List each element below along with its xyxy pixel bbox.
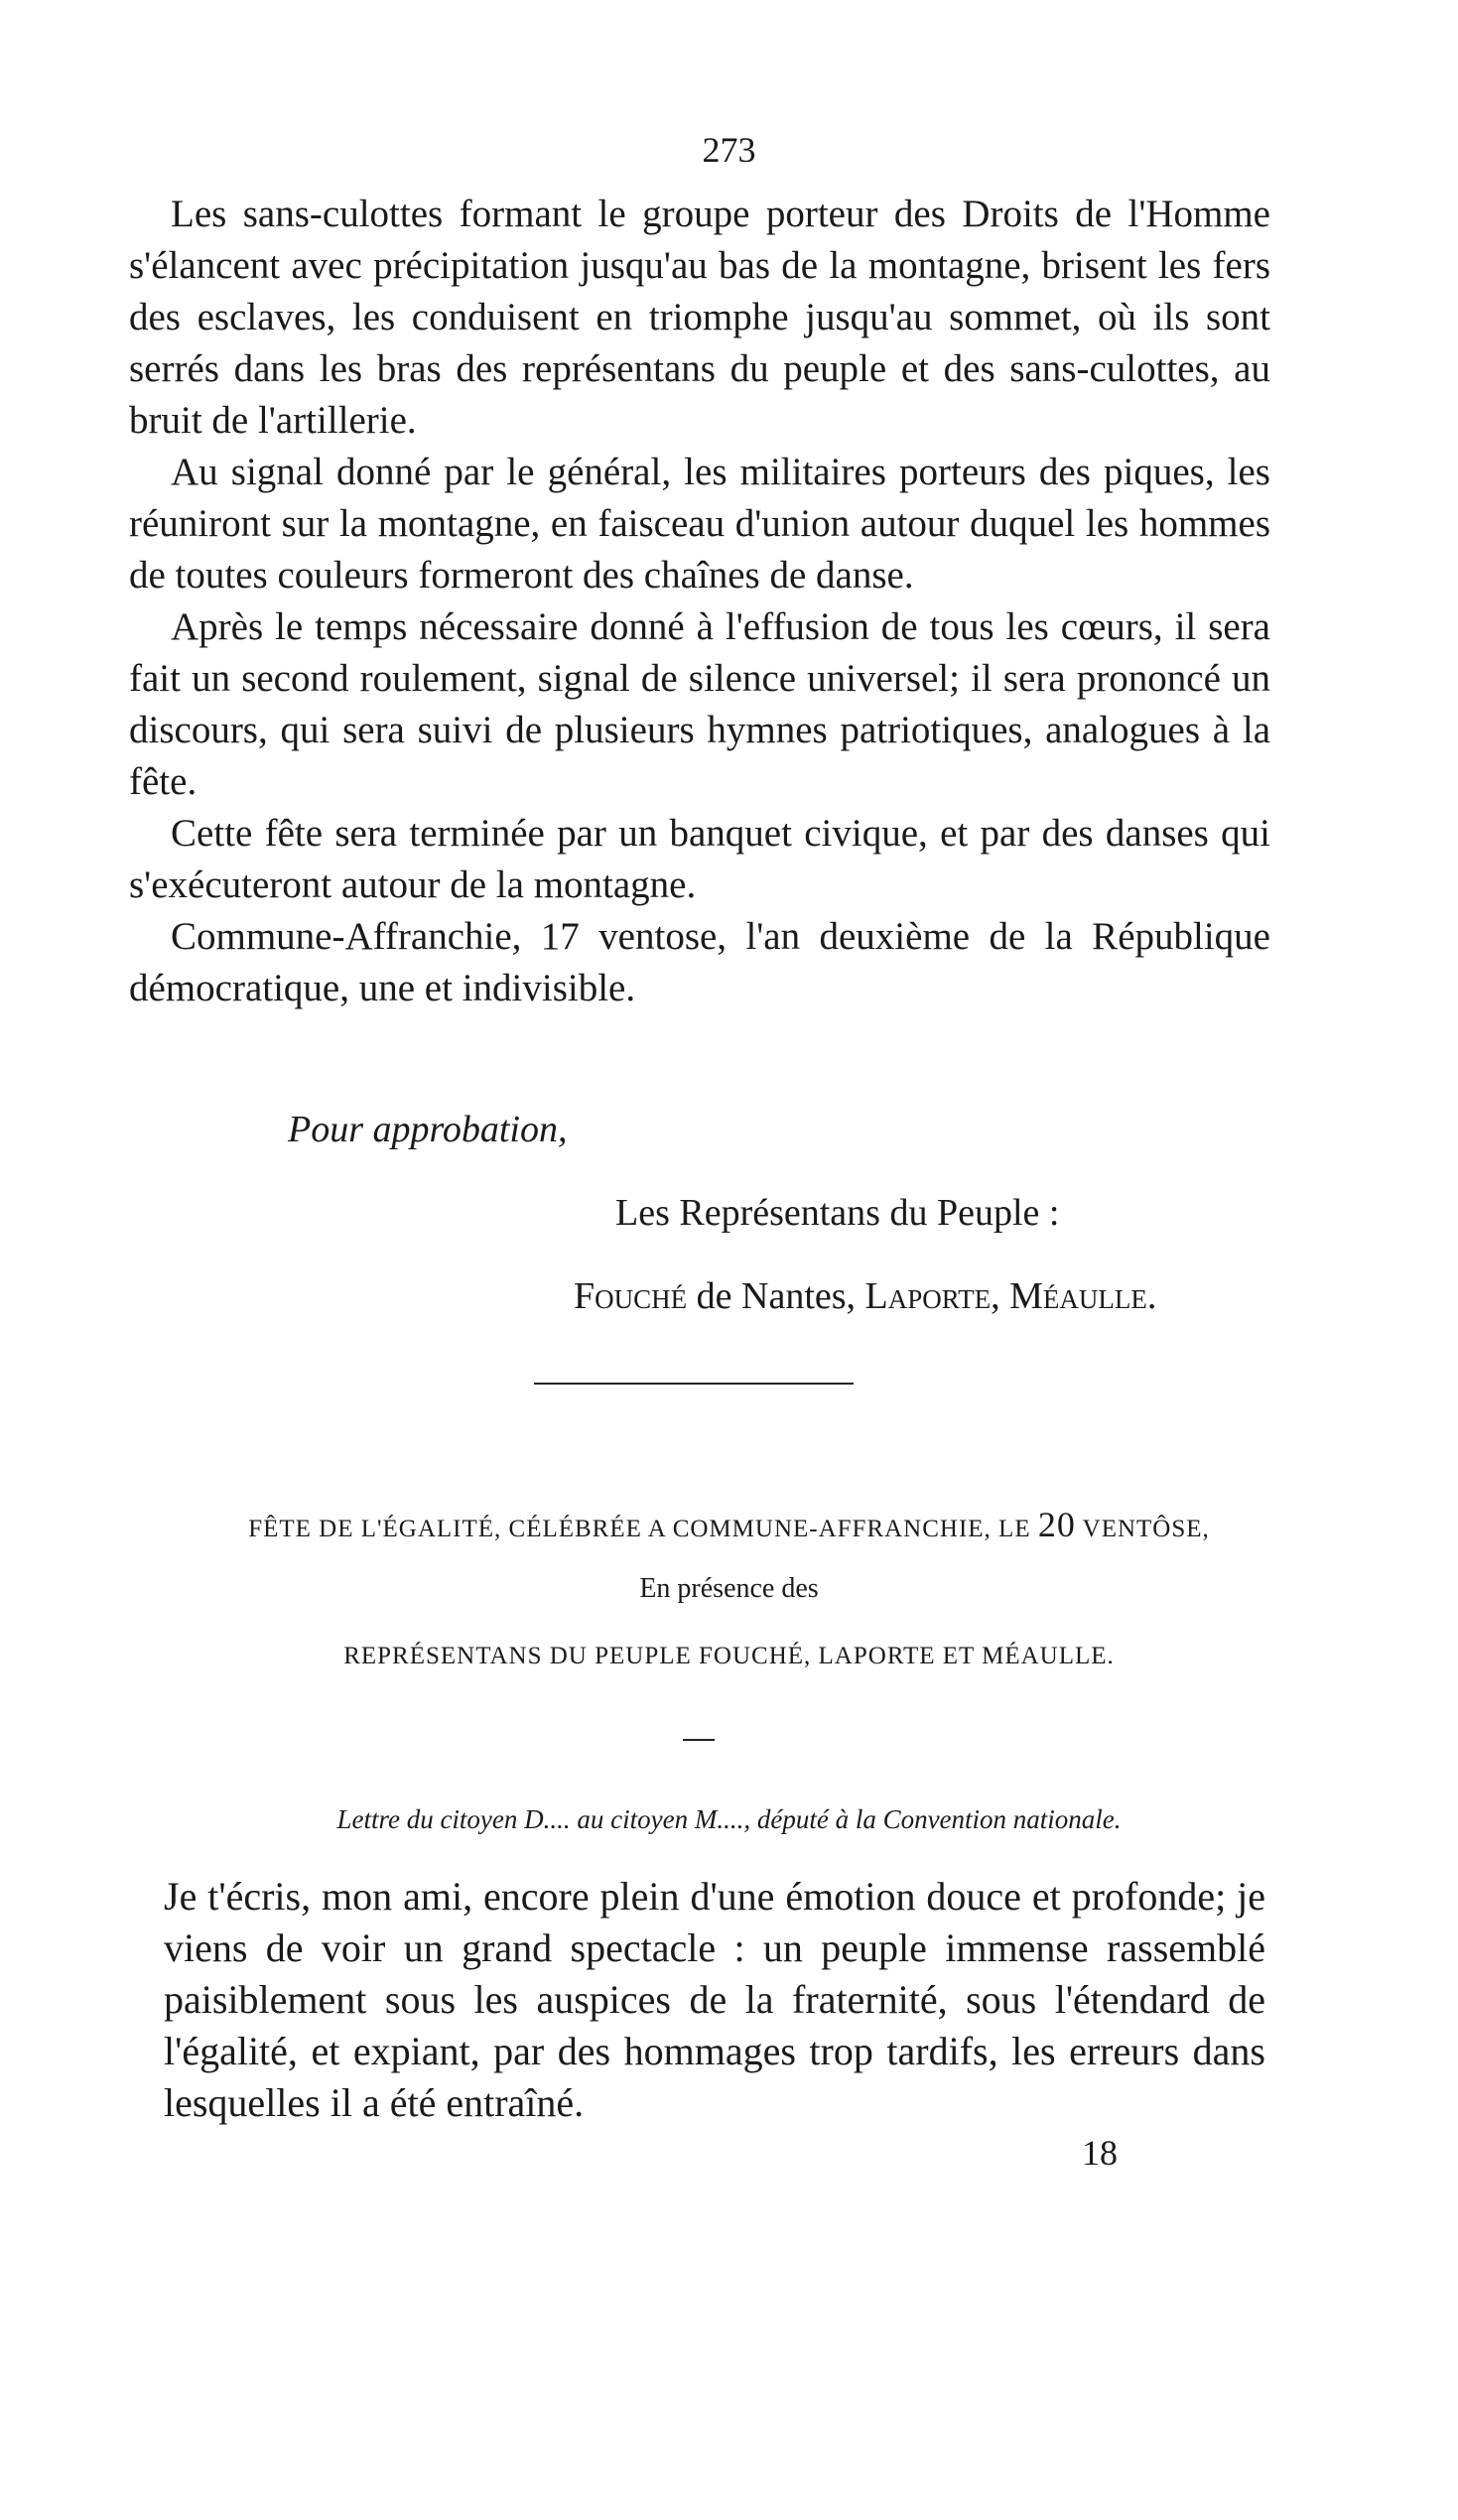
representants-label: Les Représentans du Peuple : (615, 1192, 1060, 1234)
section-title-text-end: VENTÔSE, (1075, 1516, 1210, 1542)
signature-mark: 18 (1082, 2133, 1118, 2173)
signatory-fouche: Fouché (574, 1275, 688, 1317)
section-subtitle: REPRÉSENTANS DU PEUPLE FOUCHÉ, LAPORTE ET MÉAULLE. (343, 1643, 1115, 1669)
signatories (574, 1274, 1156, 1318)
signatory-fouche-suffix: de Nantes, (687, 1275, 865, 1317)
section-divider (534, 1383, 854, 1385)
signatory-laporte: Laporte (864, 1275, 992, 1317)
paragraph: Les sans-culottes formant le groupe porteur des Droits de l'Homme s'élancent avec précipitation jusqu'au bas de la montagne, brisent les fers des esclaves, les conduisent en triomphe jusqu'au sommet, où ils sont serrés dans les bras des représentans du peuple et des sans-culottes, au bruit de l'artillerie. (129, 193, 1270, 442)
paragraph: Au signal donné par le général, les militaires porteurs des piques, les réuniront sur la montagne, en faisceau d'union autour duquel les hommes de toutes couleurs formeront des chaînes de danse. (129, 451, 1270, 597)
page-number: 273 (702, 130, 756, 170)
approbation-line: Pour approbation, (288, 1109, 568, 1150)
section-title-text: FÊTE DE L'ÉGALITÉ, CÉLÉBRÉE A COMMUNE-AFFRANCHIE, LE (248, 1516, 1038, 1542)
letter-heading: Lettre du citoyen D.... au citoyen M...., député à la Convention nationale. (336, 1804, 1122, 1834)
section-title (0, 1504, 1458, 1545)
paragraph: Commune-Affranchie, 17 ventose, l'an deuxième de la République démocratique, une et indivisible. (129, 915, 1270, 1009)
section-title-day: 20 (1037, 1505, 1076, 1544)
short-divider (683, 1739, 715, 1741)
letter-body (164, 1871, 1265, 2129)
paragraph: Je t'écris, mon ami, encore plein d'une émotion douce et profonde; je viens de voir un grand spectacle : un peuple immense rassemblé paisiblement sous les auspices de la fraternité, sous l'étendard de l'égalité, et expiant, par des hommages trop tardifs, les erreurs dans lesquelles il a été entraîné. (164, 1874, 1265, 2125)
paragraph: Après le temps nécessaire donné à l'effusion de tous les cœurs, il sera fait un second roulement, signal de silence universel; il sera prononcé un discours, qui sera suivi de plusieurs hymnes patriotiques, analogues à la fête. (129, 605, 1270, 803)
presence-line: En présence des (639, 1573, 819, 1604)
paragraph: Cette fête sera terminée par un banquet civique, et par des danses qui s'exécuteront autour de la montagne. (129, 812, 1270, 906)
signatory-separator: , (991, 1275, 1010, 1317)
signatory-meaulle: Méaulle. (1009, 1275, 1157, 1317)
body-text-block (129, 189, 1270, 1014)
